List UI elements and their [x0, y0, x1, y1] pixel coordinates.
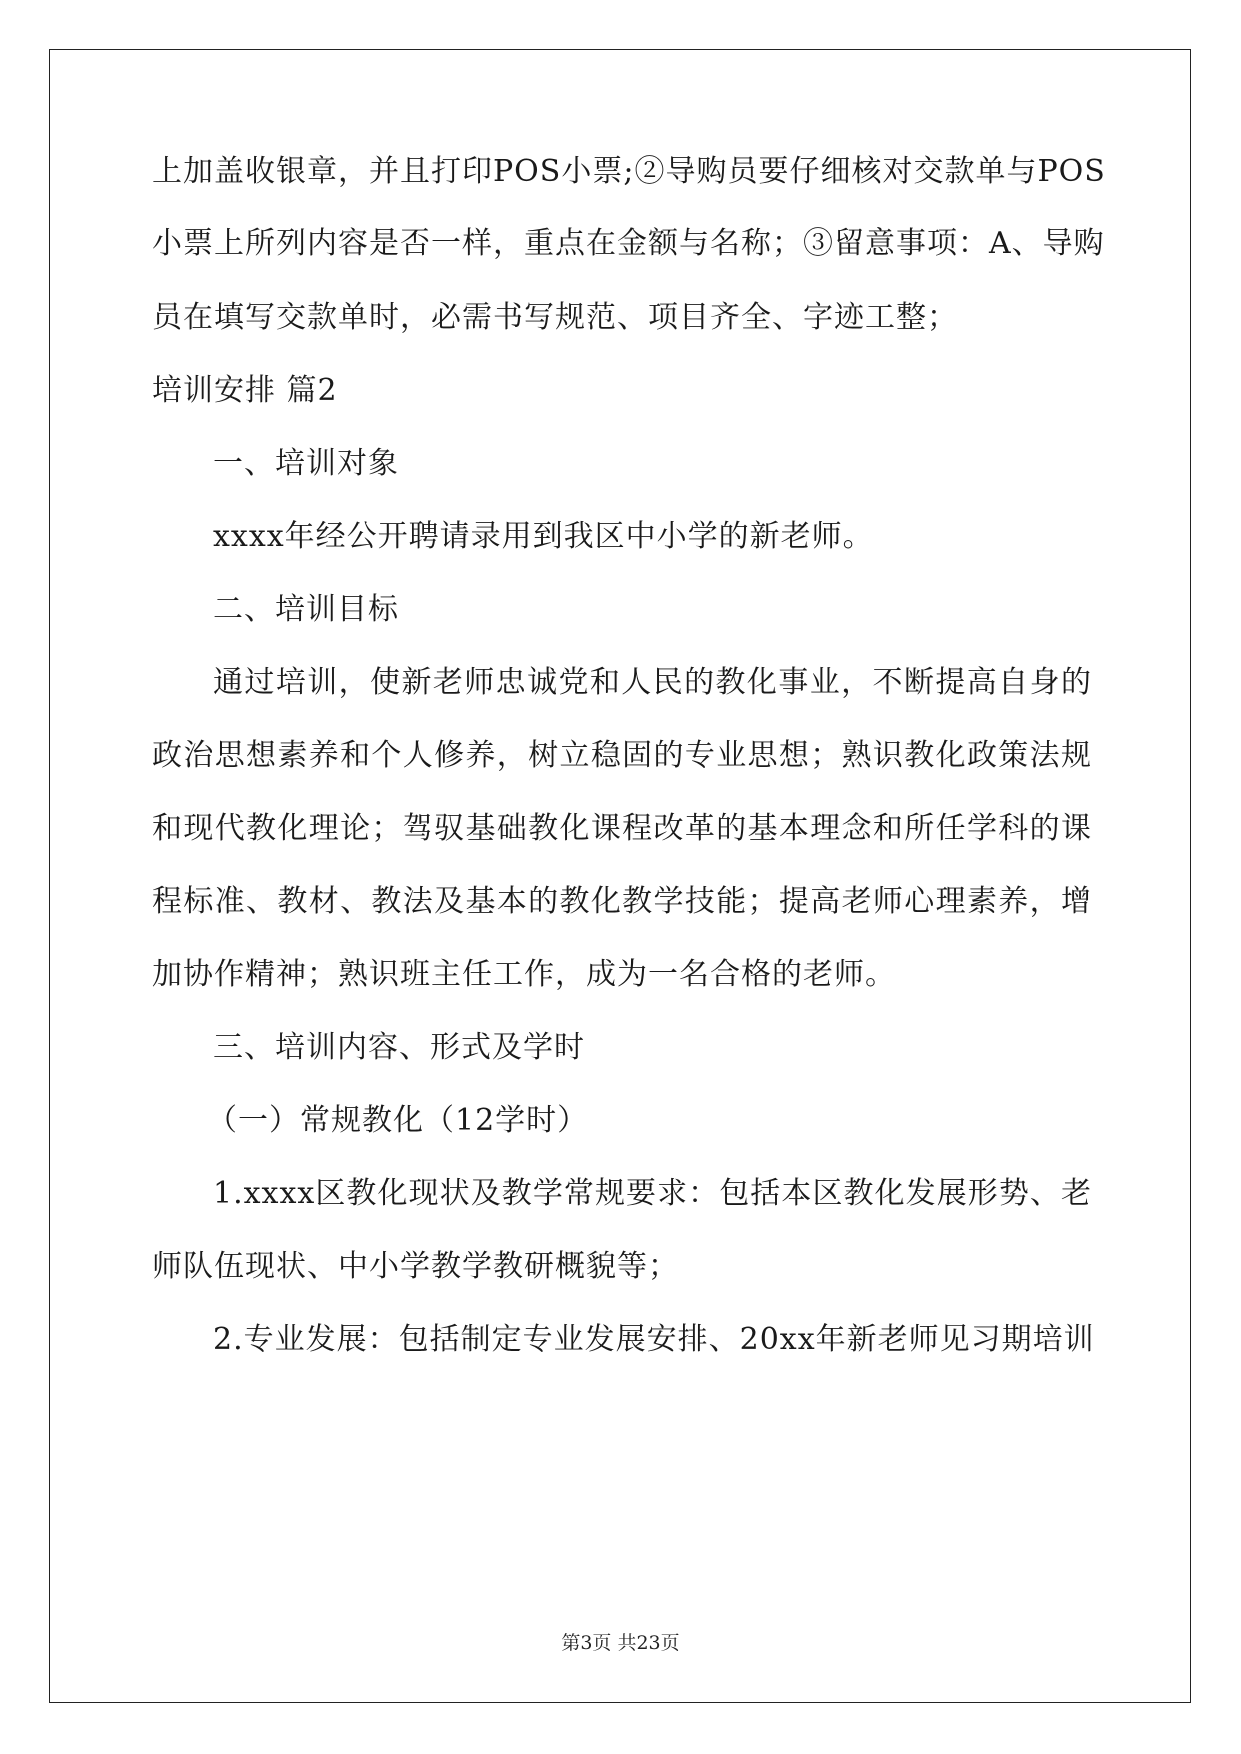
- subsection-heading: 二、培训目标: [213, 592, 399, 627]
- list-item: 2.专业发展：包括制定专业发展安排、20xx年新老师见习期培训: [213, 1322, 1095, 1357]
- paragraph-line: 员在填写交款单时，必需书写规范、项目齐全、字迹工整；: [152, 300, 958, 335]
- paragraph-line: 程标准、教材、教法及基本的教化教学技能；提高老师心理素养，增: [152, 884, 1092, 919]
- subsection-heading: （一）常规教化（12学时）: [207, 1103, 589, 1138]
- subsection-heading: 三、培训内容、形式及学时: [213, 1030, 585, 1065]
- paragraph-line: 加协作精神；熟识班主任工作，成为一名合格的老师。: [152, 957, 896, 992]
- paragraph-line: 和现代教化理论；驾驭基础教化课程改革的基本理念和所任学科的课: [152, 811, 1092, 846]
- page-footer: 第3页 共23页: [561, 1632, 680, 1654]
- paragraph-line: 通过培训，使新老师忠诚党和人民的教化事业，不断提高自身的: [213, 665, 1092, 700]
- subsection-heading: 一、培训对象: [213, 446, 399, 481]
- paragraph-line: 小票上所列内容是否一样，重点在金额与名称；③留意事项：A、导购: [152, 226, 1105, 261]
- paragraph-line: xxxx年经公开聘请录用到我区中小学的新老师。: [213, 519, 874, 554]
- list-item: 师队伍现状、中小学教学教研概貌等；: [152, 1249, 679, 1284]
- list-item: 1.xxxx区教化现状及教学常规要求：包括本区教化发展形势、老: [213, 1176, 1092, 1211]
- paragraph-line: 上加盖收银章，并且打印POS小票;②导购员要仔细核对交款单与POS: [152, 154, 1106, 189]
- paragraph-line: 政治思想素养和个人修养，树立稳固的专业思想；熟识教化政策法规: [152, 738, 1092, 773]
- section-heading: 培训安排 篇2: [152, 373, 338, 408]
